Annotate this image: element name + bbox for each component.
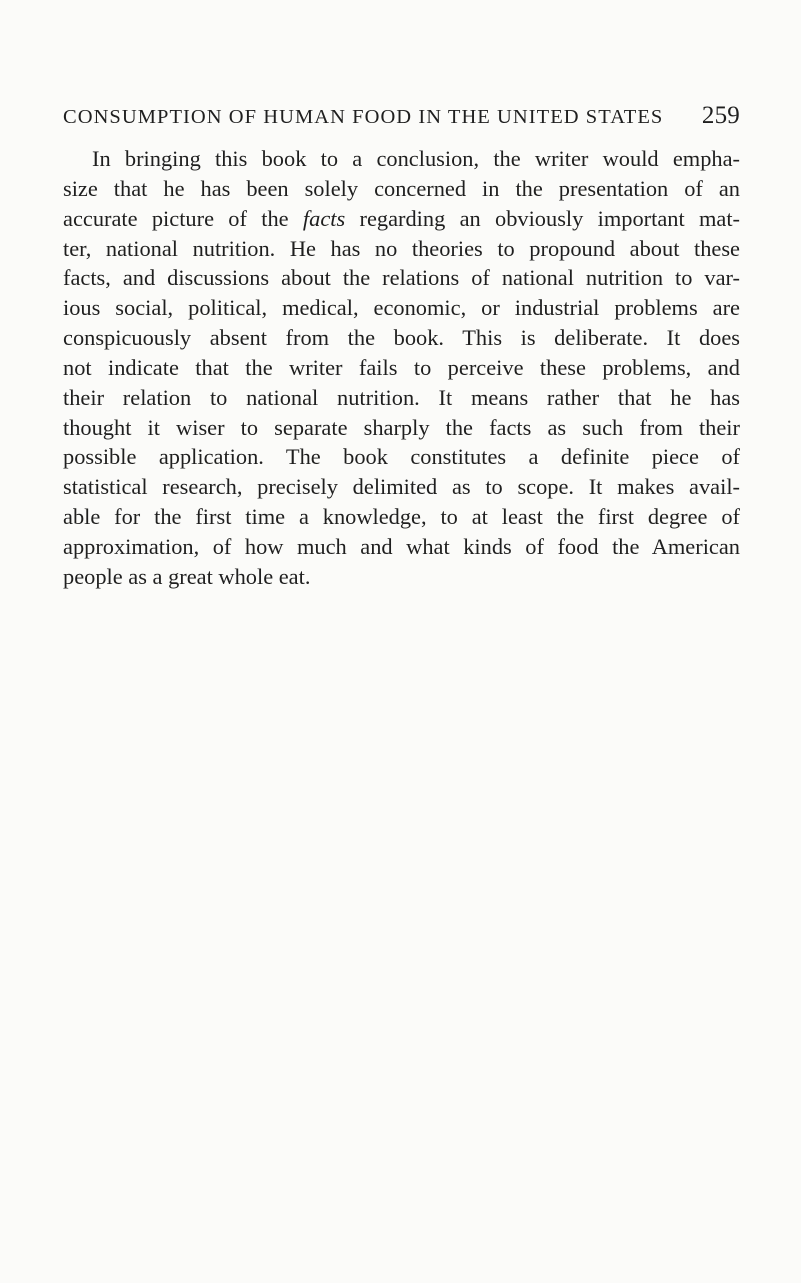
text-line: able for the first time a knowledge, to at least the first degree of <box>63 504 740 530</box>
text-line: ter, national nutrition. He has no theories to propound about these <box>63 235 740 261</box>
text-line: conspicuously absent from the book. This is deliberate. It does <box>63 325 740 351</box>
running-header <box>63 100 740 133</box>
text-line: possible application. The book constitutes a definite piece of <box>63 444 740 470</box>
text-line: ious social, political, medical, economic, or industrial problems are <box>63 295 740 321</box>
text-segment: accurate picture of the <box>63 205 289 231</box>
text-line-with-emphasis <box>63 204 740 234</box>
text-line: approximation, of how much and what kinds of food the American <box>63 533 740 559</box>
text-line-last: people as a great whole eat. <box>63 563 311 589</box>
running-title: CONSUMPTION OF HUMAN FOOD IN THE UNITED STATES <box>63 106 664 128</box>
text-line: size that he has been solely concerned in the presentation of an <box>63 175 740 201</box>
emphasized-word: facts <box>302 205 346 231</box>
text-line: In bringing this book to a conclusion, the writer would empha- <box>92 146 740 171</box>
text-line: statistical research, precisely delimited as to scope. It makes avail- <box>63 474 740 500</box>
text-line: not indicate that the writer fails to perceive these problems, and <box>63 354 740 380</box>
text-segment: regarding an obviously important mat- <box>359 205 740 231</box>
text-line: thought it wiser to separate sharply the facts as such from their <box>63 414 740 440</box>
page-number: 259 <box>701 102 740 129</box>
body-paragraph <box>63 144 740 592</box>
text-line: their relation to national nutrition. It means rather that he has <box>63 384 740 410</box>
text-line: facts, and discussions about the relations of national nutrition to var- <box>63 265 740 291</box>
